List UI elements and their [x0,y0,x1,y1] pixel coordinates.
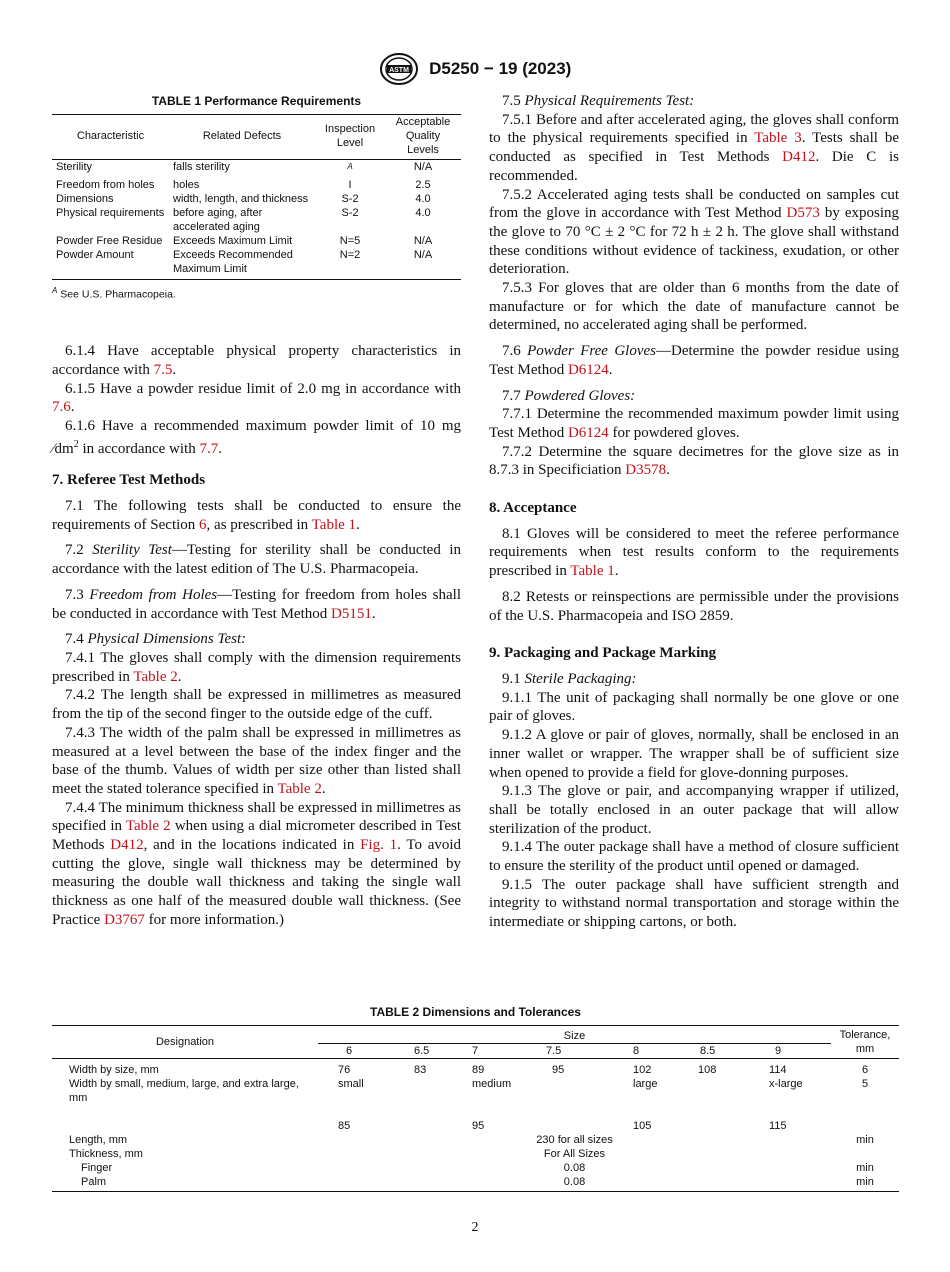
paragraph-7-1: 7.1 The following tests shall be conducted to ensure the requirements of Section 6, as prescribed in Table 1. [52,498,461,533]
table2-designation-header: Designation [52,1026,318,1059]
table-row [52,1161,899,1175]
paragraph-7-2: 7.2 Sterility Test—Testing for sterility shall be conducted in accordance with the latest edition of The U.S. Pharmacopeia. [52,542,462,578]
table-row [52,1147,899,1161]
table-cell: N/A [413,248,433,261]
page-header [0,52,950,86]
table-row [52,160,461,178]
table-row [52,234,461,248]
link-7-7[interactable]: 7.7 [199,440,219,457]
section-9-heading: 9. Packaging and Package Marking [489,645,717,662]
table-row [52,192,461,206]
table-cell: Physical requirements [56,206,165,219]
table-cell: 76 [338,1064,351,1076]
link-table-3[interactable]: Table 3 [754,130,802,147]
table-cell: A [347,162,353,171]
link-d6124[interactable]: D6124 [567,424,609,441]
section-8-heading: 8. Acceptance [489,500,577,517]
table-row [52,1059,899,1078]
size-col-header: 7.5 [532,1044,619,1059]
table1-header: Inspection Level [315,115,385,160]
table-cell: Freedom from holes [56,178,155,191]
paragraph-6-1-5: 6.1.5 Have a powder residue limit of 2.0 mg in accordance with 7.6. [52,380,461,416]
paragraph-7-4-4: 7.4.4 The minimum thickness shall be expressed in millimetres as specified in Table 2 when using a dial micrometer described in Test Methods D412, and in the locations indicated in Fig. 1. To avoid cutting the glove, single wall thickness may be determined by measuring the double wall thickness and taking the single wall thickness as one half of the measured double wall thickness. (See Practice D3767 for more information.) [52,799,462,928]
link-7-6[interactable]: 7.6 [52,399,71,416]
tolerance-cell: min [856,1162,874,1174]
tolerance-cell: 6 [861,1064,869,1076]
table-cell: 108 [698,1064,717,1076]
paragraph-7-6: 7.6 Powder Free Gloves—Determine the powder residue using Test Method D6124. [489,343,899,378]
table-cell: Exceeds Recommended Maximum Limit [173,248,293,275]
paragraph-7-7-2: 7.7.2 Determine the square decimetres for the glove size as in 8.7.3 in Specificiation D3578. [489,443,899,479]
paragraph-9-1-4: 9.1.4 The outer package shall have a method of closure sufficient to ensure the sterility of the product until opened or damaged. [489,839,899,875]
paragraph-7-3: 7.3 Freedom from Holes—Testing for freedom from holes shall be conducted in accordance with Test Method D5151. [52,586,462,622]
table-cell: large [633,1078,658,1090]
left-column [52,92,461,930]
table1-footnote: $^A$ See U.S. Pharmacopeia. [52,285,176,301]
table-cell: falls sterility [173,161,230,173]
paragraph-9-1-5: 9.1.5 The outer package shall have sufficient strength and integrity to withstand normal transportation and storage within the intermediate or shipping cartons, or both. [489,876,899,931]
table1-header: Acceptable Quality Levels [385,115,461,160]
table-cell: 114 [769,1064,787,1076]
table2-tolerance-header: Tolerance, mm [831,1026,899,1059]
table-cell: Powder Amount [56,248,134,261]
table-row [52,1133,899,1147]
table-cell: N=5 [339,234,361,247]
paragraph-7-4-2: 7.4.2 The length shall be expressed in millimetres as measured from the tip of the second finger to the outside edge of the cuff. [52,687,461,723]
table-cell: S-2 [341,206,359,219]
row-label: Thickness, mm [69,1148,143,1160]
table-cell: 83 [414,1064,427,1076]
paragraph-7-4: 7.4 Physical Dimensions Test: [65,631,247,648]
page-number: 2 [471,1220,479,1235]
table-cell: 95 [552,1064,565,1076]
table-cell: width, length, and thickness [173,192,309,205]
paragraph-7-5-3: 7.5.3 For gloves that are older than 6 months from the date of manufacture or for which the date of manufacture cannot be determined, no accelerated aging shall be performed. [489,280,899,334]
table2-section [52,1005,899,1192]
table-cell: 230 for all sizes [536,1134,613,1146]
table-cell: medium [472,1078,512,1090]
table-cell: I [348,178,352,191]
table1-header: Characteristic [52,115,169,160]
link-d3767[interactable]: D3767 [104,911,145,928]
paragraph-7-7: 7.7 Powdered Gloves: [502,387,636,404]
row-label: Length, mm [69,1134,128,1146]
link-table-1[interactable]: Table 1 [570,563,615,580]
performance-requirements-table [52,114,461,280]
link-table-2[interactable]: Table 2 [133,668,178,685]
link-table-2[interactable]: Table 2 [277,780,322,797]
row-label: Palm [81,1176,107,1188]
paragraph-7-5: 7.5 Physical Requirements Test: [502,93,695,109]
table-cell: S-2 [341,192,359,205]
size-col-header: 6.5 [392,1044,458,1059]
link-d412[interactable]: D412 [110,837,144,854]
link-d6124[interactable]: D6124 [567,361,609,378]
tolerance-cell: min [856,1176,874,1188]
link-d573[interactable]: D573 [786,205,820,222]
section-7-heading: 7. Referee Test Methods [52,472,206,489]
table-cell: 4.0 [415,192,431,205]
link-d412[interactable]: D412 [782,149,816,166]
table-row [52,1175,899,1192]
link-section-6[interactable]: 6 [199,516,207,533]
standard-designation: D5250 − 19 (2023) [429,59,572,78]
paragraph-7-4-3: 7.4.3 The width of the palm shall be expressed in millimetres as measured at a level between the base of the index finger and the base of the thumb. Values of width per size other than listed shall meet the stated tolerance specified in Table 2. [52,724,461,797]
table-cell: N/A [413,161,433,173]
table-cell: 85 [338,1120,351,1132]
table-cell: x-large [769,1078,803,1090]
table-cell: Dimensions [56,192,114,205]
table-cell: N=2 [339,248,361,261]
table-row [52,1105,899,1133]
paragraph-7-7-1: 7.7.1 Determine the recommended maximum powder limit using Test Method D6124 for powdered gloves. [489,406,899,441]
table-cell: Exceeds Maximum Limit [173,234,293,247]
table-row [52,206,461,234]
table-cell: 4.0 [415,206,431,219]
paragraph-7-5-1: 7.5.1 Before and after accelerated aging, the gloves shall conform to the physical requirements specified in Table 3. Tests shall be conducted as specified in Test Methods D412. Die C is recommended. [489,111,899,184]
size-col-header: 6 [318,1044,392,1059]
table-row [52,1077,899,1105]
link-7-5[interactable]: 7.5 [153,361,173,378]
table-cell: Powder Free Residue [56,234,163,247]
paragraph-7-4-1: 7.4.1 The gloves shall comply with the dimension requirements prescribed in Table 2. [52,650,461,685]
svg-text:ASTM: ASTM [388,67,409,74]
table-cell: 102 [633,1064,652,1076]
right-column [489,92,899,932]
table-cell: 115 [769,1120,787,1132]
table-cell: 2.5 [415,178,431,191]
size-col-header: 9 [761,1044,831,1059]
size-col-header: 8.5 [686,1044,761,1059]
table-cell: N/A [413,234,433,247]
paragraph-6-1-6: 6.1.6 Have a recommended maximum powder limit of 10 mg $⁄dm^2$ in accordance with 7.7. [52,417,461,457]
table-cell: before aging, after accelerated aging [173,206,263,233]
table-cell: 0.08 [563,1162,586,1174]
link-d3578[interactable]: D3578 [625,462,667,479]
table-cell: 105 [633,1120,652,1132]
paragraph-9-1-2: 9.1.2 A glove or pair of gloves, normally, shall be enclosed in an inner wallet or wrapper. The wrapper shall be of sufficient size when opened to provide a field for glove-donning purposes. [489,727,899,781]
table-cell: holes [173,178,200,191]
table-cell: 0.08 [563,1176,586,1188]
size-col-header: 7 [458,1044,532,1059]
size-col-header: 8 [619,1044,686,1059]
paragraph-8-1: 8.1 Gloves will be considered to meet the referee performance requirements when test results conform to the requirements prescribed in Table 1. [489,525,899,580]
table-cell: Sterility [56,161,93,173]
table1-title: TABLE 1 Performance Requirements [151,94,362,108]
row-label: Width by size, mm [69,1064,159,1076]
link-table-1[interactable]: Table 1 [311,516,357,533]
paragraph-8-2: 8.2 Retests or reinspections are permissible under the provisions of the U.S. Pharmacopeia and ISO 2859. [489,588,899,624]
table2-size-header: Size [563,1030,586,1042]
tolerance-cell: 5 [861,1078,869,1090]
paragraph-7-5-2: 7.5.2 Accelerated aging tests shall be conducted on samples cut from the glove in accordance with Test Method D573 by exposing the glove to 70 °C ± 2 °C for 72 h ± 2 h. The glove shall withstand these conditions without evidence of tackiness, exudation, or other deterioration. [489,186,899,278]
row-label: Width by small, medium, large, and extra large, mm [69,1078,299,1104]
table-cell: small [338,1078,364,1090]
table-row [52,178,461,192]
tolerance-cell: min [856,1134,874,1146]
link-table-2[interactable]: Table 2 [125,818,171,835]
table-cell: For All Sizes [543,1148,606,1160]
row-label: Finger [81,1162,113,1174]
table-row [52,248,461,280]
table2-title: TABLE 2 Dimensions and Tolerances [370,1005,581,1019]
paragraph-9-1: 9.1 Sterile Packaging: [502,670,637,687]
table-cell: 95 [472,1120,485,1132]
paragraph-9-1-3: 9.1.3 The glove or pair, and accompanying wrapper if utilized, shall be totally enclosed in an outer package that will allow sterilization of the product. [489,783,899,837]
link-fig-1[interactable]: Fig. 1 [360,837,398,854]
link-d5151[interactable]: D5151 [331,605,372,622]
paragraph-9-1-1: 9.1.1 The unit of packaging shall normally be one glove or one pair of gloves. [489,689,899,725]
astm-logo-icon [379,52,419,86]
table-cell: 89 [472,1064,485,1076]
dimensions-tolerances-table [52,1025,899,1192]
table1-header: Related Defects [169,115,315,160]
paragraph-6-1-4: 6.1.4 Have acceptable physical property characteristics in accordance with 7.5. [52,343,461,378]
